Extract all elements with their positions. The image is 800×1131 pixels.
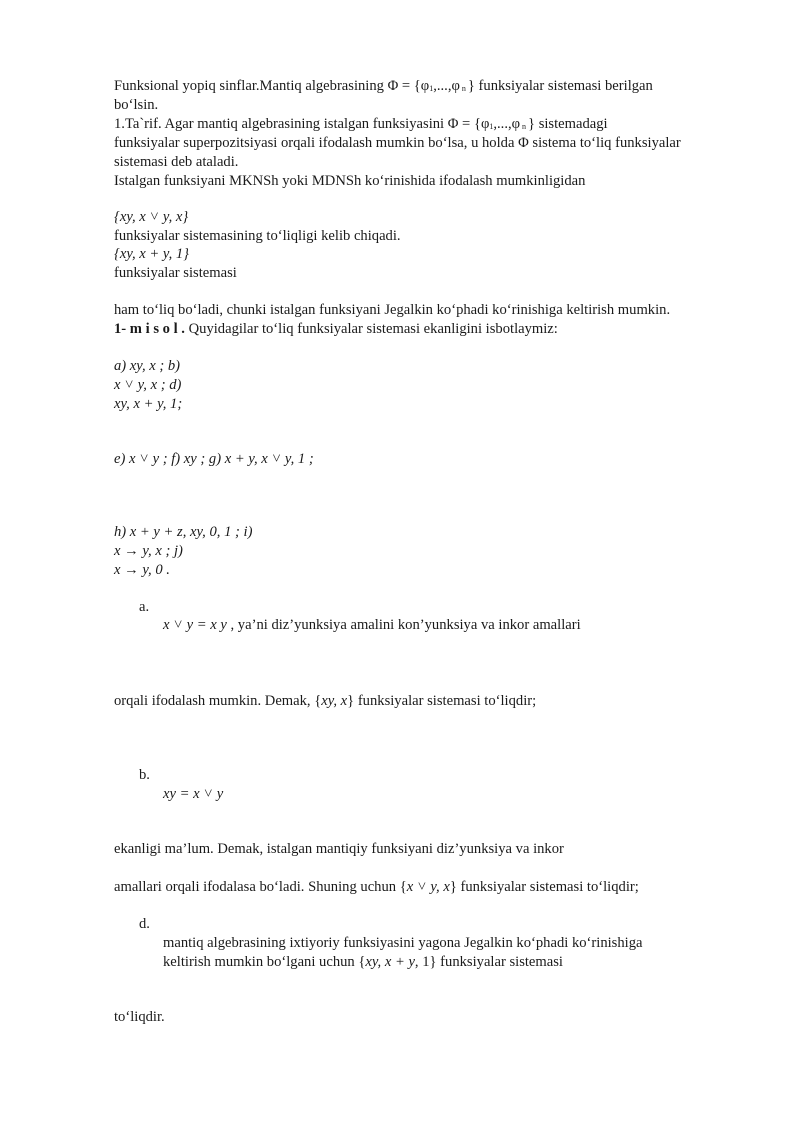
- proof-b-label: b.: [139, 767, 150, 783]
- proof-b-continuation-2: [114, 878, 639, 897]
- proof-a-formula: x ˅ y = x y: [163, 617, 227, 633]
- definition-line-4: Istalgan funksiyani MKNSh yoki MDNSh ko‘rinishida ifodalash mumkinligidan: [114, 173, 586, 189]
- example-items-text-6: x → y, x ; j): [114, 543, 183, 559]
- definition-line-3: sistemasi deb ataladi.: [114, 154, 239, 170]
- proof-b-line: [163, 785, 223, 804]
- proof-d-line-1: mantiq algebrasining ixtiyoriy funksiyasini yagona Jegalkin ko‘phadi ko‘rinishiga: [163, 935, 643, 951]
- intro-text-a: Funksional yopiq sinflar.Mantiq algebrasining Φ = {φ: [114, 78, 430, 94]
- example-items-line-2: [114, 376, 181, 395]
- proof-d-label: d.: [139, 916, 150, 932]
- example-items-text-1: a) xy, x ; b): [114, 358, 181, 374]
- proof-b-cont-set: x ˅ y, x: [406, 879, 450, 895]
- phi-subscript-n: n: [459, 84, 468, 93]
- example-items-text-4: e) x ˅ y ; f) xy ; g) x + y, x ˅ y, 1 ;: [114, 451, 314, 467]
- intro-line-2: bo‘lsin.: [114, 97, 159, 113]
- example-items-line-6: [114, 542, 183, 561]
- zhegalkin-line: ham to‘liq bo‘ladi, chunki istalgan funksiyani Jegalkin ko‘phadi ko‘rinishiga keltirish mumkin.: [114, 302, 671, 318]
- proof-a-text: , ya’ni diz’yunksiya amalini kon’yunksiya va inkor amallari: [226, 617, 581, 633]
- proof-d-end: to‘liqdir.: [114, 1009, 165, 1025]
- example-title: 1- m i s o l .: [114, 321, 185, 337]
- example-items-line-5: [114, 523, 252, 542]
- example-heading: [114, 320, 558, 339]
- proof-a-cont-set: xy, x: [321, 693, 348, 709]
- example-items-text-7: x → y, 0 .: [114, 562, 170, 578]
- definition-text-a: 1.Ta`rif. Agar mantiq algebrasining istalgan funksiyasini Φ = {φ: [114, 116, 490, 132]
- example-items-text-2: x ˅ y, x ; d): [114, 377, 182, 393]
- proof-d-set: xy, x + y: [365, 954, 415, 970]
- example-statement: Quyidagilar to‘liq funksiyalar sistemasi ekanligini isbotlaymiz:: [184, 321, 558, 337]
- intro-text-b: ,...,φ: [433, 78, 460, 94]
- set-formula-1: [114, 208, 188, 227]
- example-items-text-3: xy, x + y, 1;: [114, 396, 183, 412]
- proof-a-label: a.: [139, 599, 150, 615]
- intro-text-c: } funksiyalar sistemasi berilgan: [467, 78, 653, 94]
- proof-a-continuation: [114, 692, 536, 711]
- definition-text-b: ,...,φ: [493, 116, 521, 132]
- definition-text-c: } sistemadagi: [528, 116, 608, 132]
- phi-subscript-1: 1: [429, 84, 434, 93]
- definition-line-1: [114, 115, 608, 136]
- proof-b-cont-text-b: } funksiyalar sistemasi to‘liqdir;: [449, 879, 639, 895]
- proof-d-text-b: , 1} funksiyalar sistemasi: [414, 954, 563, 970]
- proof-d-text-a: keltirish mumkin bo‘lgani uchun {: [163, 954, 366, 970]
- example-items-line-7: [114, 561, 170, 580]
- proof-b-cont-text-a: amallari orqali ifodalasa bo‘ladi. Shuning uchun {: [114, 879, 407, 895]
- def-phi-subscript-n: n: [520, 122, 529, 131]
- set-1-text: funksiyalar sistemasining to‘liqligi kelib chiqadi.: [114, 228, 401, 244]
- set-2-text: funksiyalar sistemasi: [114, 265, 237, 281]
- set-formula-2: [114, 245, 189, 264]
- proof-a-line: [163, 616, 581, 635]
- def-phi-subscript-1: 1: [489, 122, 494, 131]
- example-items-line-3: [114, 395, 182, 414]
- proof-b-continuation-1: ekanligi ma’lum. Demak, istalgan mantiqiy funksiyani diz’yunksiya va inkor: [114, 841, 564, 857]
- set-2: {xy, x + y, 1}: [114, 246, 190, 262]
- definition-line-2: funksiyalar superpozitsiyasi orqali ifodalash mumkin bo‘lsa, u holda Φ sistema to‘liq funksiyalar: [114, 135, 681, 151]
- example-items-text-5: h) x + y + z, xy, 0, 1 ; i): [114, 524, 253, 540]
- proof-a-cont-text-2: } funksiyalar sistemasi to‘liqdir;: [347, 693, 537, 709]
- proof-a-cont-text-1: orqali ifodalash mumkin. Demak, {: [114, 693, 322, 709]
- intro-line-1: [114, 77, 653, 98]
- proof-d-line-2: [163, 953, 563, 972]
- example-items-line-4: [114, 450, 314, 469]
- proof-b-formula: xy = x ˅ y: [163, 786, 224, 802]
- set-1: {xy, x ˅ y, x}: [114, 209, 189, 225]
- example-items-line-1: [114, 357, 180, 376]
